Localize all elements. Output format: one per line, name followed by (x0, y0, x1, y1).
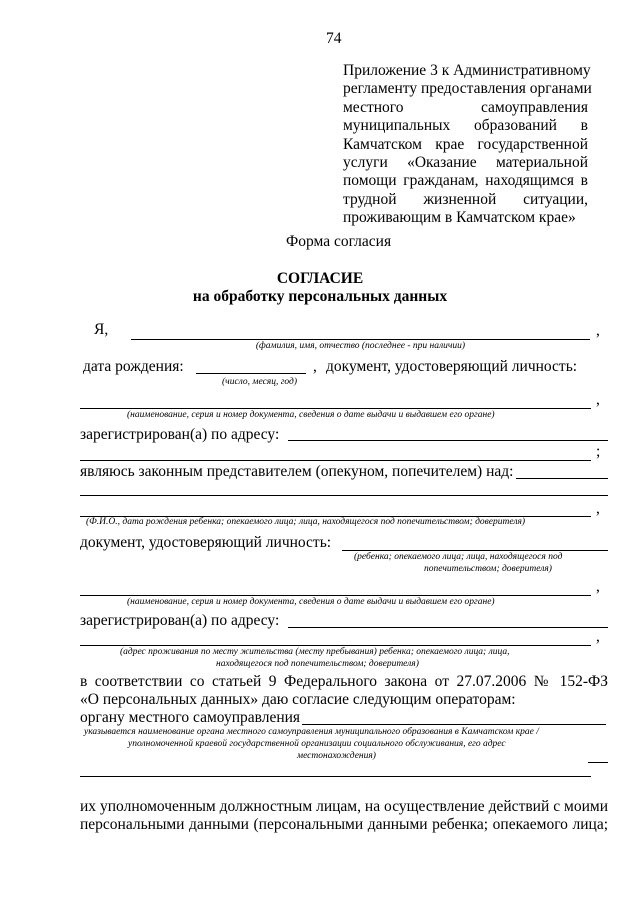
representative-label: являюсь законным представителем (опекуном, попечителем) над: (80, 463, 514, 480)
page-number: 74 (326, 30, 342, 47)
comma: , (596, 500, 600, 517)
ward-doc-hint: попечительством; доверителя) (424, 564, 552, 574)
ward-address-line-2[interactable] (80, 645, 591, 646)
comma: , (596, 391, 600, 408)
ward-line-2[interactable] (80, 495, 608, 496)
address-line-2[interactable] (80, 460, 591, 461)
i-label: Я, (94, 321, 109, 338)
appendix-line: местного самоуправления (343, 98, 588, 116)
ward-doc-hint: (ребенка; опекаемого лица; лица, находящегося под (354, 552, 563, 562)
ward-line[interactable] (516, 478, 608, 479)
organ-hint: указывается наименование органа местного самоуправления муниципального образования в Камчатском крае / (84, 727, 539, 737)
comma: , (596, 578, 600, 595)
appendix-line: Камчатском крае государственной (343, 135, 588, 153)
body-text: «О персональных данных» даю согласие следующим операторам: (80, 691, 516, 708)
document-title: СОГЛАСИЕ (276, 270, 364, 287)
birth-hint: (число, месяц, год) (222, 377, 298, 387)
ward-address-hint: находящегося под попечительством; доверителя) (216, 659, 419, 669)
organ-line-2[interactable] (80, 776, 591, 777)
appendix-line: проживающим в Камчатском крае» (343, 209, 576, 227)
body-text: их уполномоченным должностным лицам, на осуществление действий с моими (80, 798, 608, 815)
appendix-line: регламенту предоставления органами (343, 80, 592, 98)
semicolon: ; (596, 443, 601, 460)
organ-hint: уполномоченной краевой государственной организации социального обслуживания, его адрес (128, 739, 506, 749)
fio-line[interactable] (131, 339, 590, 340)
id-doc-label: документ, удостоверяющий личность: (326, 358, 578, 375)
address-line[interactable] (288, 440, 608, 441)
organ-hint: местонахождения) (297, 751, 376, 761)
birth-date-line[interactable] (196, 373, 306, 374)
ward-address-line[interactable] (288, 627, 608, 628)
organ-label: органу местного самоуправления (80, 709, 301, 726)
fio-hint: (фамилия, имя, отчество (последнее - при наличии) (255, 341, 466, 351)
ward-hint: (Ф.И.О., дата рождения ребенка; опекаемого лица; лица, находящегося под попечительством; доверителя) (86, 517, 526, 527)
doc-line[interactable] (80, 408, 591, 409)
birth-separator: , (313, 358, 317, 375)
comma: , (596, 628, 600, 645)
ward-doc-label: документ, удостоверяющий личность: (80, 534, 332, 551)
body-text: в соответствии со статьей 9 Федерального закона от 27.07.2006 № 152-ФЗ (80, 673, 608, 690)
appendix-line: Приложение 3 к Административному (343, 62, 591, 79)
appendix-line: помощи гражданам, находящимся в (343, 172, 588, 190)
ward-doc-hint: (наименование, серия и номер документа, сведения о дате выдачи и выдавшем его органе) (127, 597, 495, 607)
ward-doc-line[interactable] (342, 550, 608, 551)
organ-line-short[interactable] (588, 762, 608, 763)
organ-line[interactable] (302, 724, 606, 725)
ward-address-hint: (адрес проживания по месту жительства (месту пребывания) ребенка; опекаемого лица; лица, (120, 647, 510, 657)
body-text: персональными данными (персональными данными ребенка; опекаемого лица; (80, 816, 608, 833)
birth-label: дата рождения: (83, 358, 184, 375)
comma: , (596, 322, 600, 339)
appendix-line: муниципальных образований в (343, 117, 588, 135)
doc-hint: (наименование, серия и номер документа, сведения о дате выдачи и выдавшем его органе) (127, 410, 495, 420)
registered-label: зарегистрирован(а) по адресу: (80, 426, 280, 443)
ward-registered-label: зарегистрирован(а) по адресу: (80, 612, 280, 629)
appendix-block (343, 62, 592, 228)
appendix-line: трудной жизненной ситуации, (343, 190, 588, 208)
appendix-line: услуги «Оказание материальной (343, 154, 588, 172)
document-subtitle: на обработку персональных данных (192, 288, 448, 305)
form-label: Форма согласия (286, 233, 392, 250)
ward-doc-line-2[interactable] (80, 595, 591, 596)
